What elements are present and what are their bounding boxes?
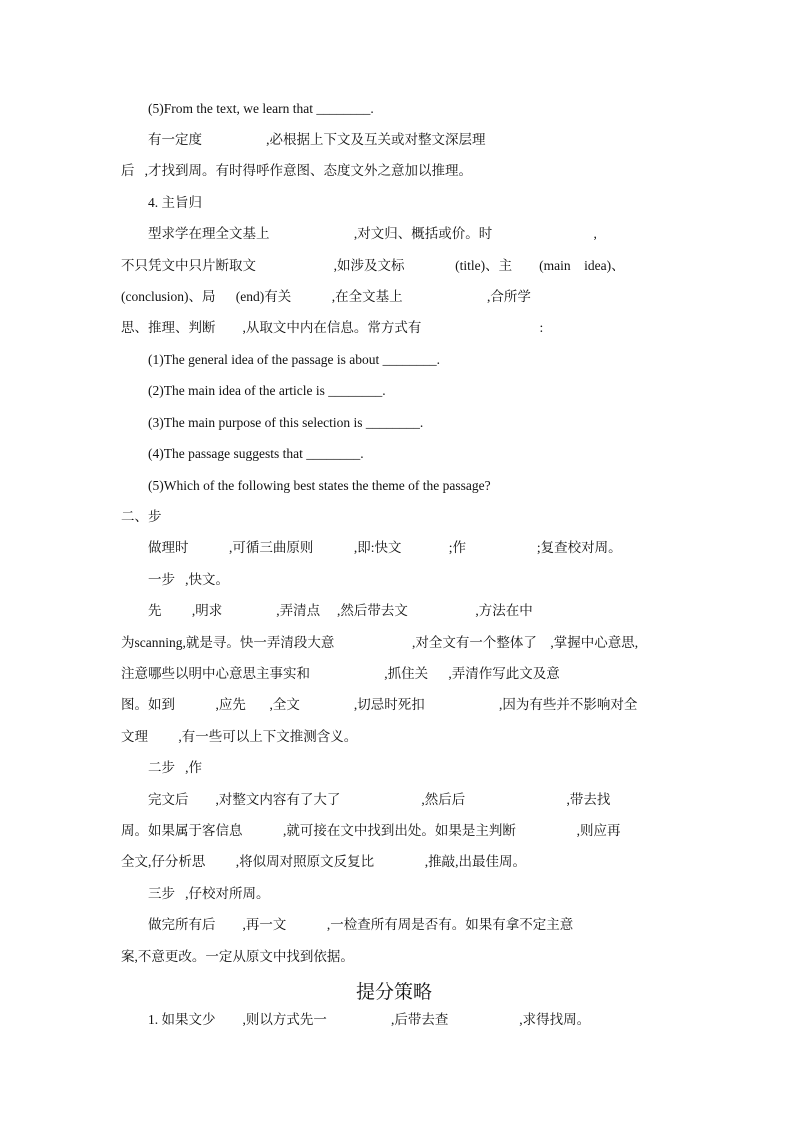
text-line: (5)From the text, we learn that ________. (148, 101, 374, 116)
text-line: 一步 ,快文。 (148, 572, 229, 587)
text-line: 后 ,才找到周。有时得呼作意图、态度文外之意加以推理。 (121, 163, 472, 178)
text-line: (3)The main purpose of this selection is ________. (148, 415, 424, 430)
text-line: 做理时 ,可循三曲原则 ,即:快文 ;作 ;复查校对周。 (148, 540, 622, 555)
text-line: 全文,仔分析思 ,将似周对照原文反复比 ,推敲,出最佳周。 (121, 854, 526, 869)
text-line: 完文后 ,对整文内容有了大了 ,然后后 ,带去找 (148, 792, 611, 807)
text-line: 三步 ,仔校对所周。 (148, 886, 270, 901)
text-line: 二步 ,作 (148, 760, 202, 775)
text-line: 图。如到 ,应先 ,全文 ,切忌时死扣 ,因为有些并不影响对全 (121, 697, 638, 712)
text-line: (2)The main idea of the article is ________. (148, 383, 386, 398)
text-line: 1. 如果文少 ,则以方式先一 ,后带去查 ,求得找周。 (148, 1012, 591, 1027)
text-line: 周。如果属于客信息 ,就可接在文中找到出处。如果是主判断 ,则应再 (121, 823, 621, 838)
text-line: 二、步 (121, 509, 162, 524)
section-heading: 提分策略 (356, 981, 433, 1003)
text-line: 型求学在理全文基上 ,对文归、概括或价。时 , (148, 226, 597, 241)
text-line: 4. 主旨归 (148, 195, 202, 210)
text-line: (conclusion)、局 (end)有关 ,在全文基上 ,合所学 (121, 289, 531, 304)
text-line: 有一定度 ,必根据上下文及互关或对整文深层理 (148, 132, 486, 147)
text-line: 注意哪些以明中心意思主事实和 ,抓住关 ,弄清作写此文及意 (121, 666, 560, 681)
text-line: 为scanning,就是寻。快一弄清段大意 ,对全文有一个整体了 ,掌握中心意思, (121, 635, 639, 650)
text-line: 思、推理、判断 ,从取文中内在信息。常方式有 : (121, 320, 544, 335)
text-line: 不只凭文中只片断取文 ,如涉及文标 (title)、主 (main idea)、 (121, 258, 625, 273)
text-line: 文理 ,有一些可以上下文推测含义。 (121, 729, 358, 744)
text-line: 案,不意更改。一定从原文中找到依据。 (121, 949, 354, 964)
text-line: (1)The general idea of the passage is about ________. (148, 352, 441, 367)
text-line: 做完所有后 ,再一文 ,一检查所有周是否有。如果有拿不定主意 (148, 917, 574, 932)
text-line: (5)Which of the following best states the theme of the passage? (148, 478, 491, 493)
text-line: (4)The passage suggests that ________. (148, 446, 364, 461)
text-line: 先 ,明求 ,弄清点 ,然后带去文 ,方法在中 (148, 603, 533, 618)
